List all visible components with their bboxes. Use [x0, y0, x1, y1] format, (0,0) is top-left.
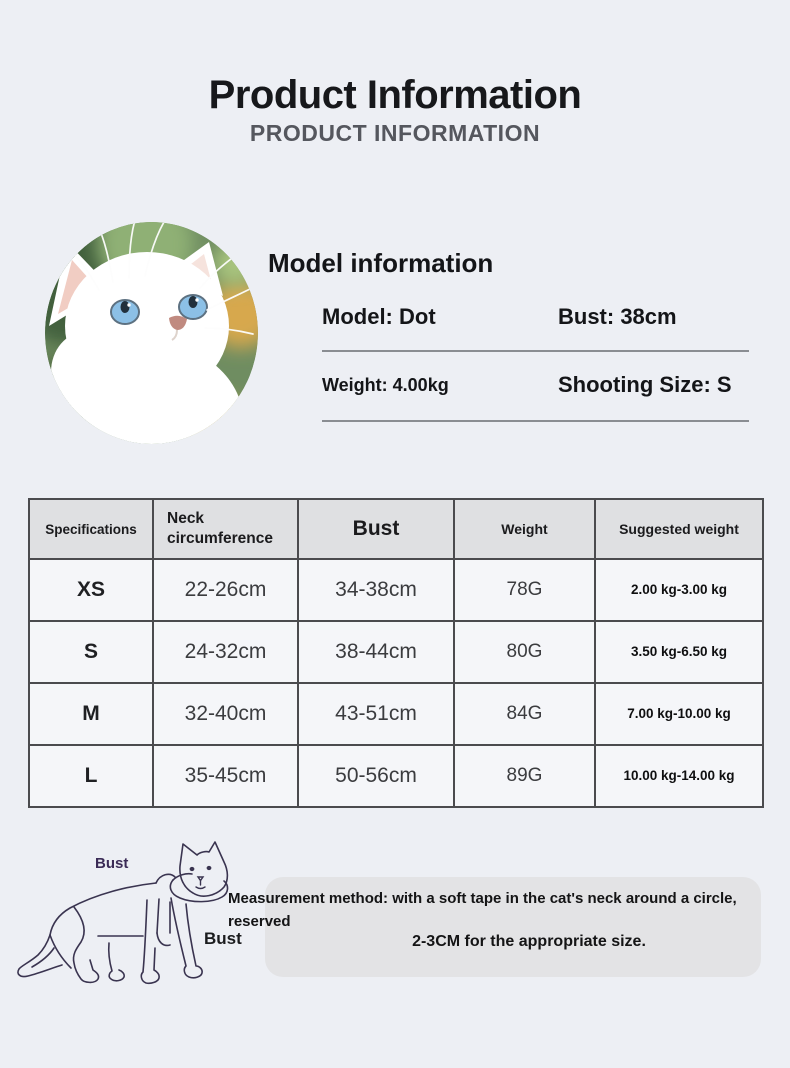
- cell-weight: 84G: [454, 683, 595, 745]
- cell-bust: 50-56cm: [298, 745, 454, 807]
- note-line-1: Measurement method: with a soft tape in the cat's neck around a circle,: [228, 890, 737, 907]
- cell-weight: 80G: [454, 621, 595, 683]
- bust-label-top: Bust: [95, 855, 129, 872]
- cell-weight: 89G: [454, 745, 595, 807]
- model-info-block: [322, 296, 749, 426]
- size-chart-table: [28, 498, 764, 808]
- page-subtitle: PRODUCT INFORMATION: [249, 120, 541, 146]
- cell-neck: 35-45cm: [153, 745, 298, 807]
- divider: [322, 420, 749, 422]
- cell-size: XS: [29, 559, 153, 621]
- table-row-m: [29, 683, 763, 745]
- table-row-s: [29, 621, 763, 683]
- cell-bust: 38-44cm: [298, 621, 454, 683]
- measurement-note-emphasis: 2-3CM for the appropriate size.: [412, 933, 646, 950]
- col-header-neck-circumference: Neck circumference: [153, 499, 298, 559]
- model-info-heading: Model information: [268, 247, 494, 278]
- model-name-value: Model: Dot: [322, 304, 436, 329]
- cat-photo-illustration: [45, 222, 258, 444]
- table-row-xs: [29, 559, 763, 621]
- cell-suggested-weight: 3.50 kg-6.50 kg: [595, 621, 763, 683]
- cell-bust: 34-38cm: [298, 559, 454, 621]
- table-header-row: [29, 499, 763, 559]
- cell-bust: 43-51cm: [298, 683, 454, 745]
- note-line-2: reserved: [228, 913, 291, 930]
- col-header-specifications: Specifications: [29, 499, 153, 559]
- model-info-row-1: [322, 304, 749, 330]
- bust-label-bottom: Bust: [204, 929, 242, 948]
- col-header-weight: Weight: [454, 499, 595, 559]
- cell-size: M: [29, 683, 153, 745]
- model-shooting-size-value: Shooting Size: S: [558, 372, 732, 397]
- model-bust-value: Bust: 38cm: [558, 304, 677, 329]
- cell-neck: 32-40cm: [153, 683, 298, 745]
- cell-suggested-weight: 10.00 kg-14.00 kg: [595, 745, 763, 807]
- col-header-suggested-weight: Suggested weight: [595, 499, 763, 559]
- cat-measurement-diagram: [10, 836, 265, 1008]
- cell-weight: 78G: [454, 559, 595, 621]
- table-row-l: [29, 745, 763, 807]
- measurement-note-text: [228, 887, 773, 933]
- model-info-row-2: [322, 372, 749, 398]
- page-title: Product Information: [208, 72, 582, 117]
- cell-neck: 24-32cm: [153, 621, 298, 683]
- model-cat-photo: [45, 222, 258, 444]
- col-header-bust: Bust: [298, 499, 454, 559]
- cell-neck: 22-26cm: [153, 559, 298, 621]
- cell-suggested-weight: 7.00 kg-10.00 kg: [595, 683, 763, 745]
- divider: [322, 350, 749, 352]
- cell-suggested-weight: 2.00 kg-3.00 kg: [595, 559, 763, 621]
- cell-size: L: [29, 745, 153, 807]
- cell-size: S: [29, 621, 153, 683]
- model-weight-value: Weight: 4.00kg: [322, 374, 449, 395]
